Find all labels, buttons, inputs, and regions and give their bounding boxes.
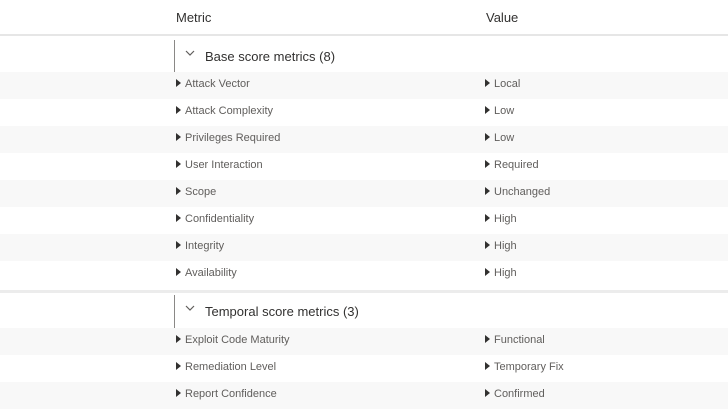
metric-value: High: [494, 240, 517, 252]
caret-right-icon[interactable]: [485, 214, 490, 222]
metric-value: High: [494, 213, 517, 225]
metric-value: Temporary Fix: [494, 361, 564, 373]
table-row[interactable]: [0, 355, 728, 382]
metric-value: Low: [494, 105, 515, 117]
caret-right-icon[interactable]: [176, 160, 181, 168]
caret-right-icon[interactable]: [176, 389, 181, 397]
metric-value: Local: [494, 78, 521, 90]
chevron-down-icon[interactable]: [184, 47, 196, 61]
caret-right-icon[interactable]: [485, 106, 490, 114]
metric-value: Confirmed: [494, 388, 545, 400]
caret-right-icon[interactable]: [485, 133, 490, 141]
caret-right-icon[interactable]: [485, 160, 490, 168]
caret-right-icon[interactable]: [176, 187, 181, 195]
metric-value: High: [494, 267, 517, 279]
metric-value: Required: [494, 159, 539, 171]
metric-name: Integrity: [185, 240, 225, 252]
metric-name: Exploit Code Maturity: [185, 334, 290, 346]
caret-right-icon[interactable]: [485, 389, 490, 397]
caret-right-icon[interactable]: [176, 214, 181, 222]
column-header-value[interactable]: Value: [486, 10, 519, 25]
table-header: [0, 0, 728, 36]
metric-name: Attack Complexity: [185, 105, 274, 117]
caret-right-icon[interactable]: [176, 133, 181, 141]
metric-value: Unchanged: [494, 186, 551, 198]
table-row[interactable]: [0, 261, 728, 288]
metric-name: Availability: [185, 267, 237, 279]
caret-right-icon[interactable]: [485, 79, 490, 87]
table-row[interactable]: [0, 328, 728, 355]
group-header-base-score[interactable]: [0, 38, 728, 74]
group-indicator-line: [174, 295, 175, 329]
metric-name: Attack Vector: [185, 78, 250, 90]
metric-name: Privileges Required: [185, 132, 281, 144]
group-header-temporal-score[interactable]: [0, 293, 728, 329]
table-row[interactable]: [0, 153, 728, 180]
chevron-down-icon[interactable]: [184, 302, 196, 316]
table-row[interactable]: [0, 99, 728, 126]
table-row[interactable]: [0, 234, 728, 261]
group-indicator-line: [174, 40, 175, 74]
caret-right-icon[interactable]: [176, 362, 181, 370]
table-row[interactable]: [0, 72, 728, 99]
caret-right-icon[interactable]: [176, 79, 181, 87]
table-row[interactable]: [0, 207, 728, 234]
metric-name: User Interaction: [185, 159, 263, 171]
caret-right-icon[interactable]: [176, 106, 181, 114]
group-title: Temporal score metrics (3): [205, 304, 359, 319]
metric-name: Remediation Level: [185, 361, 277, 373]
table-row[interactable]: [0, 126, 728, 153]
metric-value: Low: [494, 132, 515, 144]
caret-right-icon[interactable]: [176, 335, 181, 343]
metric-name: Confidentiality: [185, 213, 255, 225]
metric-name: Scope: [185, 186, 217, 198]
caret-right-icon[interactable]: [485, 187, 490, 195]
caret-right-icon[interactable]: [485, 268, 490, 276]
caret-right-icon[interactable]: [485, 241, 490, 249]
column-header-metric[interactable]: Metric: [176, 10, 212, 25]
caret-right-icon[interactable]: [485, 362, 490, 370]
caret-right-icon[interactable]: [176, 241, 181, 249]
table-row[interactable]: [0, 180, 728, 207]
group-title: Base score metrics (8): [205, 49, 336, 64]
caret-right-icon[interactable]: [176, 268, 181, 276]
metric-name: Report Confidence: [185, 388, 277, 400]
metric-value: Functional: [494, 334, 545, 346]
caret-right-icon[interactable]: [485, 335, 490, 343]
table-row[interactable]: [0, 382, 728, 409]
